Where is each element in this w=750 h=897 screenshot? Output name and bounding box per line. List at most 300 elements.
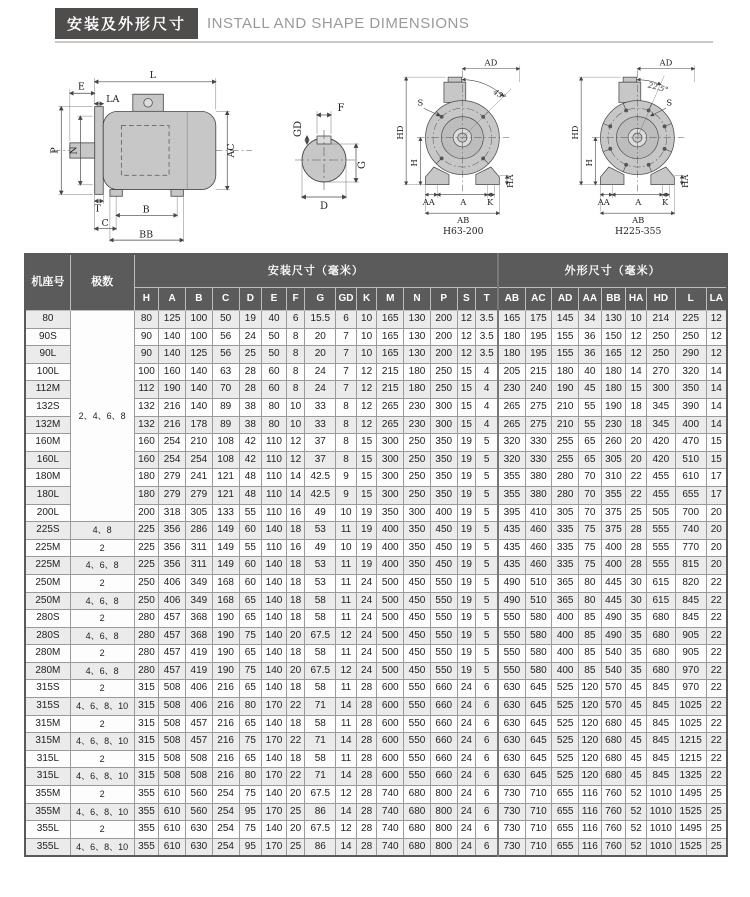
dim-cell: 760: [601, 803, 626, 821]
dim-cell: 800: [430, 821, 457, 839]
dim-cell: 450: [404, 610, 431, 628]
dim-cell: 19: [457, 539, 476, 557]
dim-cell: 356: [159, 539, 186, 557]
dim-label-H: H: [584, 159, 595, 167]
frame-col-header: 机座号: [25, 254, 70, 311]
dim-cell: 630: [498, 698, 525, 716]
dim-cell: 40: [579, 363, 602, 381]
dim-cell: 140: [186, 381, 213, 399]
poles-cell: 2: [70, 539, 134, 557]
dim-cell: 165: [377, 311, 404, 329]
dim-cell: 20: [286, 786, 305, 804]
dim-cell: 460: [525, 522, 552, 540]
dim-cell: 420: [646, 434, 675, 452]
dim-cell: 55: [579, 398, 602, 416]
dim-cell: 660: [430, 768, 457, 786]
dim-label-AD: AD: [484, 57, 498, 68]
dim-cell: 133: [212, 504, 239, 522]
dim-cell: 254: [159, 451, 186, 469]
dim-cell: 12: [336, 627, 357, 645]
diagram-caption: H63-200: [442, 226, 484, 235]
dim-cell: 40: [262, 311, 287, 329]
dim-cell: 655: [675, 486, 706, 504]
dim-label-H: H: [409, 159, 420, 167]
dim-cell: 28: [356, 838, 377, 856]
dim-label-L: L: [149, 69, 157, 81]
dim-cell: 140: [186, 398, 213, 416]
poles-col-header: 极数: [70, 254, 134, 311]
dim-cell: 190: [601, 398, 626, 416]
dim-cell: 500: [377, 645, 404, 663]
dim-cell: 740: [377, 838, 404, 856]
frame-cell: 250M: [25, 592, 70, 610]
dim-cell: 33: [305, 416, 336, 434]
dim-cell: 120: [579, 715, 602, 733]
dim-cell: 490: [601, 610, 626, 628]
dim-cell: 550: [430, 574, 457, 592]
dim-cell: 525: [552, 680, 579, 698]
dim-cell: 24: [457, 733, 476, 751]
dim-cell: 740: [675, 522, 706, 540]
dim-cell: 1010: [646, 838, 675, 856]
table-row: [25, 733, 727, 751]
dim-cell: 570: [601, 680, 626, 698]
dim-cell: 555: [646, 539, 675, 557]
dim-cell: 250: [404, 469, 431, 487]
dim-cell: 25: [706, 838, 727, 856]
dim-label-G: G: [357, 161, 368, 169]
frame-cell: 160L: [25, 451, 70, 469]
dim-cell: 22: [706, 645, 727, 663]
dim-cell: 580: [525, 645, 552, 663]
dim-cell: 20: [286, 662, 305, 680]
dim-cell: 250: [675, 328, 706, 346]
dim-label-HD: HD: [394, 125, 405, 140]
dim-cell: 190: [159, 381, 186, 399]
dim-cell: 845: [646, 750, 675, 768]
dim-cell: 508: [159, 698, 186, 716]
dim-cell: 24: [457, 768, 476, 786]
dim-cell: 15: [706, 434, 727, 452]
dim-cell: 6: [476, 838, 499, 856]
dim-cell: 36: [579, 328, 602, 346]
dim-cell: 645: [525, 750, 552, 768]
dim-cell: 550: [404, 715, 431, 733]
dim-cell: 50: [262, 328, 287, 346]
dim-cell: 100: [186, 328, 213, 346]
dim-cell: 6: [476, 698, 499, 716]
dim-cell: 525: [552, 715, 579, 733]
dim-cell: 450: [404, 627, 431, 645]
dim-cell: 58: [305, 610, 336, 628]
dim-cell: 710: [525, 803, 552, 821]
dim-cell: 375: [601, 522, 626, 540]
dim-cell: 508: [186, 750, 213, 768]
dim-cell: 550: [498, 662, 525, 680]
frame-cell: 90S: [25, 328, 70, 346]
dim-cell: 645: [525, 715, 552, 733]
dim-cell: 6: [476, 821, 499, 839]
dim-cell: 22: [706, 698, 727, 716]
dim-cell: 20: [305, 328, 336, 346]
dim-cell: 22: [706, 750, 727, 768]
dim-cell: 33: [305, 398, 336, 416]
col-header-C: C: [212, 288, 239, 311]
dim-cell: 149: [212, 557, 239, 575]
dim-cell: 350: [430, 486, 457, 504]
poles-cell: 4、6、8: [70, 592, 134, 610]
dim-cell: 65: [239, 610, 262, 628]
dim-cell: 25: [706, 786, 727, 804]
dim-cell: 230: [601, 416, 626, 434]
dim-cell: 450: [430, 522, 457, 540]
diagram-strip: [0, 43, 750, 243]
dim-cell: 5: [476, 645, 499, 663]
dim-cell: 315: [134, 768, 159, 786]
dim-cell: 580: [525, 610, 552, 628]
table-row: [25, 574, 727, 592]
dim-cell: 710: [525, 786, 552, 804]
dim-cell: 10: [286, 398, 305, 416]
dim-cell: 645: [525, 733, 552, 751]
dim-cell: 250: [646, 328, 675, 346]
dim-cell: 500: [377, 574, 404, 592]
dimensions-table: [24, 253, 728, 857]
dim-cell: 655: [552, 803, 579, 821]
frame-cell: 250M: [25, 574, 70, 592]
dim-cell: 450: [430, 539, 457, 557]
dim-cell: 65: [239, 715, 262, 733]
dim-cell: 180: [498, 328, 525, 346]
dim-cell: 490: [601, 627, 626, 645]
dim-cell: 130: [404, 328, 431, 346]
dim-cell: 1025: [675, 715, 706, 733]
dim-cell: 25: [706, 803, 727, 821]
dim-cell: 42: [239, 434, 262, 452]
dim-cell: 400: [552, 662, 579, 680]
dim-cell: 6: [476, 768, 499, 786]
dim-cell: 368: [186, 610, 213, 628]
dim-cell: 49: [305, 504, 336, 522]
dim-cell: 1525: [675, 838, 706, 856]
dim-cell: 300: [377, 434, 404, 452]
frame-cell: 225S: [25, 522, 70, 540]
dim-cell: 450: [404, 645, 431, 663]
dim-cell: 345: [646, 398, 675, 416]
dim-cell: 800: [430, 786, 457, 804]
dim-cell: 28: [356, 821, 377, 839]
dim-cell: 6: [476, 715, 499, 733]
dim-cell: 250: [404, 451, 431, 469]
dim-cell: 215: [377, 381, 404, 399]
dim-cell: 216: [159, 398, 186, 416]
dim-cell: 116: [579, 786, 602, 804]
dim-cell: 550: [430, 662, 457, 680]
dim-cell: 5: [476, 486, 499, 504]
dim-cell: 390: [675, 398, 706, 416]
frame-cell: 225M: [25, 539, 70, 557]
dim-cell: 12: [356, 416, 377, 434]
frame-cell: 280S: [25, 627, 70, 645]
dim-cell: 254: [159, 434, 186, 452]
dim-cell: 116: [579, 803, 602, 821]
dim-cell: 300: [404, 504, 431, 522]
dim-cell: 660: [430, 715, 457, 733]
dim-cell: 12: [336, 786, 357, 804]
dim-cell: 320: [498, 451, 525, 469]
dim-cell: 180: [404, 363, 431, 381]
table-row: [25, 803, 727, 821]
dim-cell: 4: [476, 381, 499, 399]
dim-cell: 510: [525, 592, 552, 610]
dim-cell: 25: [286, 803, 305, 821]
dim-cell: 132: [134, 416, 159, 434]
dim-cell: 60: [262, 381, 287, 399]
dim-cell: 35: [626, 645, 647, 663]
dim-cell: 19: [356, 557, 377, 575]
dim-cell: 175: [525, 311, 552, 329]
dim-cell: 6: [476, 786, 499, 804]
dim-label-P: P: [49, 147, 61, 154]
dim-cell: 170: [262, 803, 287, 821]
dim-cell: 140: [262, 821, 287, 839]
dim-cell: 11: [336, 610, 357, 628]
dim-cell: 110: [262, 469, 287, 487]
dim-cell: 508: [159, 680, 186, 698]
dim-cell: 400: [377, 557, 404, 575]
dim-label-HA: HA: [504, 174, 515, 188]
dim-cell: 645: [525, 768, 552, 786]
dim-cell: 35: [626, 610, 647, 628]
diagram-caption: H225-355: [615, 226, 662, 235]
dim-cell: 42.5: [305, 469, 336, 487]
dim-cell: 75: [239, 627, 262, 645]
dim-cell: 25: [706, 821, 727, 839]
dim-cell: 45: [626, 715, 647, 733]
dim-cell: 19: [457, 662, 476, 680]
dim-cell: 550: [430, 627, 457, 645]
dim-cell: 760: [601, 786, 626, 804]
dim-cell: 49: [305, 539, 336, 557]
dim-cell: 130: [404, 346, 431, 364]
dim-cell: 315: [134, 698, 159, 716]
dim-cell: 65: [579, 451, 602, 469]
dim-cell: 125: [186, 346, 213, 364]
dim-cell: 19: [457, 504, 476, 522]
col-header-HA: HA: [626, 288, 647, 311]
dim-cell: 460: [525, 539, 552, 557]
dim-cell: 42.5: [305, 486, 336, 504]
dim-cell: 24: [239, 328, 262, 346]
dim-cell: 18: [626, 398, 647, 416]
dim-cell: 165: [377, 346, 404, 364]
dim-cell: 85: [579, 645, 602, 663]
dim-cell: 14: [336, 733, 357, 751]
frame-cell: 160M: [25, 434, 70, 452]
dim-cell: 356: [159, 522, 186, 540]
dim-cell: 5: [476, 539, 499, 557]
frame-cell: 280M: [25, 662, 70, 680]
dim-cell: 65: [579, 434, 602, 452]
dim-cell: 210: [552, 398, 579, 416]
dim-cell: 14: [706, 363, 727, 381]
dim-cell: 760: [601, 838, 626, 856]
dim-cell: 630: [498, 715, 525, 733]
dim-cell: 655: [552, 821, 579, 839]
dim-cell: 419: [186, 645, 213, 663]
dim-cell: 255: [552, 451, 579, 469]
frame-cell: 132M: [25, 416, 70, 434]
dim-cell: 400: [675, 416, 706, 434]
dim-cell: 28: [356, 715, 377, 733]
dim-cell: 165: [377, 328, 404, 346]
dim-cell: 11: [336, 715, 357, 733]
dim-cell: 28: [356, 768, 377, 786]
dim-cell: 550: [404, 768, 431, 786]
dim-cell: 86: [305, 838, 336, 856]
dim-cell: 12: [626, 346, 647, 364]
frame-cell: 355M: [25, 803, 70, 821]
dim-cell: 710: [525, 838, 552, 856]
dim-cell: 6: [286, 311, 305, 329]
table-row: [25, 311, 727, 329]
dim-label-F: F: [337, 103, 345, 114]
dim-cell: 680: [601, 750, 626, 768]
dim-cell: 815: [675, 557, 706, 575]
table-row: [25, 522, 727, 540]
dim-cell: 16: [286, 504, 305, 522]
dim-cell: 457: [159, 610, 186, 628]
dim-cell: 180: [601, 363, 626, 381]
dim-cell: 210: [552, 416, 579, 434]
dim-cell: 10: [336, 539, 357, 557]
dim-cell: 400: [430, 504, 457, 522]
dim-cell: 318: [159, 504, 186, 522]
dim-cell: 155: [552, 346, 579, 364]
table-row: [25, 768, 727, 786]
dim-cell: 845: [646, 680, 675, 698]
dim-cell: 36: [579, 346, 602, 364]
dim-cell: 11: [336, 645, 357, 663]
dim-cell: 3.5: [476, 328, 499, 346]
dim-cell: 28: [356, 698, 377, 716]
col-header-AC: AC: [525, 288, 552, 311]
dim-cell: 406: [159, 574, 186, 592]
dim-cell: 160: [159, 363, 186, 381]
dim-cell: 60: [239, 574, 262, 592]
dim-cell: 1215: [675, 750, 706, 768]
dim-cell: 216: [212, 768, 239, 786]
poles-cell: 2、4、6、8: [70, 311, 134, 522]
dim-cell: 19: [356, 522, 377, 540]
dim-cell: 400: [377, 522, 404, 540]
dim-cell: 311: [186, 557, 213, 575]
dim-cell: 1010: [646, 821, 675, 839]
dim-cell: 365: [552, 574, 579, 592]
dim-cell: 700: [675, 504, 706, 522]
dim-cell: 65: [239, 645, 262, 663]
dim-cell: 140: [159, 346, 186, 364]
dim-cell: 100: [186, 311, 213, 329]
dim-label-AD: AD: [659, 57, 673, 68]
dim-label-GD: GD: [293, 120, 304, 138]
dim-cell: 55: [239, 504, 262, 522]
dim-cell: 75: [239, 662, 262, 680]
frame-cell: 315S: [25, 680, 70, 698]
dim-cell: 5: [476, 434, 499, 452]
dim-cell: 85: [579, 662, 602, 680]
dim-cell: 800: [430, 803, 457, 821]
dim-label-BB: BB: [139, 229, 154, 241]
dim-cell: 508: [159, 750, 186, 768]
dim-cell: 178: [186, 416, 213, 434]
dim-cell: 120: [579, 680, 602, 698]
poles-cell: 4、6、8: [70, 557, 134, 575]
dim-cell: 555: [646, 557, 675, 575]
dim-cell: 45: [579, 381, 602, 399]
dim-label-HA: HA: [679, 174, 690, 188]
dim-cell: 165: [498, 311, 525, 329]
dim-cell: 18: [286, 557, 305, 575]
dim-cell: 110: [262, 539, 287, 557]
dim-cell: 400: [601, 557, 626, 575]
dim-cell: 75: [239, 733, 262, 751]
col-header-A: A: [159, 288, 186, 311]
dim-cell: 380: [525, 469, 552, 487]
dim-cell: 3.5: [476, 346, 499, 364]
dim-cell: 19: [457, 574, 476, 592]
dim-cell: 22: [706, 715, 727, 733]
dim-cell: 8: [286, 328, 305, 346]
dim-cell: 24: [356, 662, 377, 680]
dim-cell: 18: [286, 610, 305, 628]
dim-cell: 75: [579, 557, 602, 575]
dim-cell: 355: [498, 486, 525, 504]
install-group-header: 安装尺寸（毫米）: [134, 254, 498, 288]
dim-cell: 120: [579, 768, 602, 786]
dim-cell: 250: [404, 434, 431, 452]
dim-cell: 970: [675, 662, 706, 680]
dim-cell: 55: [579, 416, 602, 434]
dim-cell: 400: [552, 627, 579, 645]
dim-cell: 22: [706, 627, 727, 645]
dim-cell: 19: [457, 592, 476, 610]
dim-cell: 15: [626, 381, 647, 399]
dim-cell: 490: [498, 592, 525, 610]
dim-cell: 350: [404, 539, 431, 557]
dim-cell: 275: [525, 398, 552, 416]
dim-cell: 280: [134, 610, 159, 628]
dim-cell: 5: [476, 469, 499, 487]
dim-cell: 89: [212, 398, 239, 416]
dim-cell: 160: [134, 434, 159, 452]
dim-cell: 58: [305, 750, 336, 768]
dim-cell: 525: [552, 768, 579, 786]
dim-cell: 355: [134, 821, 159, 839]
dim-cell: 457: [159, 662, 186, 680]
dim-cell: 550: [404, 680, 431, 698]
dim-cell: 580: [525, 662, 552, 680]
dim-cell: 14: [286, 469, 305, 487]
dim-cell: 15: [706, 451, 727, 469]
dim-cell: 355: [601, 486, 626, 504]
dim-cell: 75: [239, 821, 262, 839]
dim-cell: 225: [134, 522, 159, 540]
dim-cell: 555: [646, 522, 675, 540]
dim-cell: 17: [706, 469, 727, 487]
dim-cell: 56: [212, 328, 239, 346]
dim-cell: 7: [336, 346, 357, 364]
